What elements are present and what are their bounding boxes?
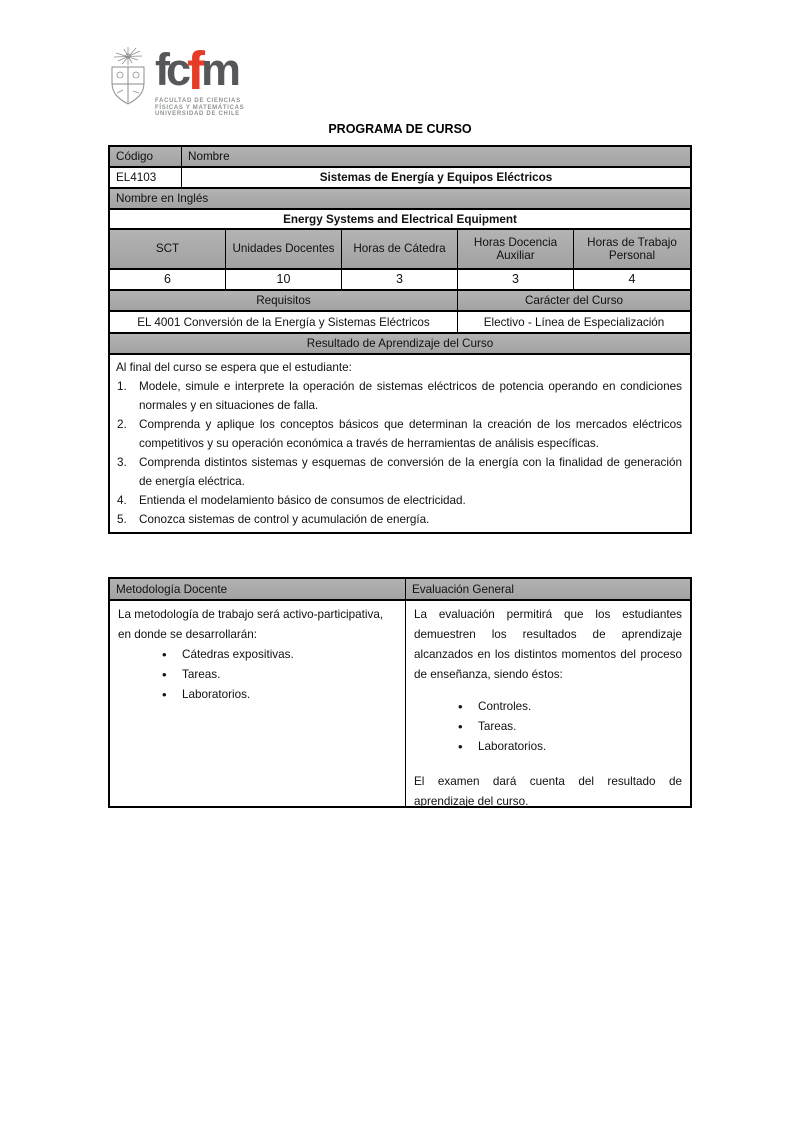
metodologia-cell bbox=[110, 601, 406, 806]
outcomes-intro: Al final del curso se espera que el estudiante: bbox=[116, 361, 352, 374]
requisitos-header: Requisitos bbox=[110, 291, 458, 310]
table-row bbox=[110, 312, 690, 334]
caracter-value: Electivo - Línea de Especialización bbox=[483, 315, 665, 329]
wordmark-red-f: f bbox=[187, 41, 201, 101]
nombre-value: Sistemas de Energía y Equipos Eléctricos bbox=[319, 171, 553, 184]
resultado-header: Resultado de Aprendizaje del Curso bbox=[110, 334, 690, 353]
outcome-item: Entienda el modelamiento básico de consumos de electricidad. bbox=[139, 494, 466, 507]
credit-header-horas-docencia-auxiliar: Horas Docencia Auxiliar bbox=[458, 230, 574, 268]
course-info-table bbox=[108, 145, 692, 534]
credit-header-horas-catedra: Horas de Cátedra bbox=[342, 230, 458, 268]
outcome-item: Modele, simule e interprete la operación de sistemas eléctricos de potencia operando en condiciones normales y en situaciones de falla. bbox=[139, 380, 682, 412]
wordmark-m: m bbox=[201, 44, 238, 95]
credit-header-sct: SCT bbox=[110, 230, 226, 268]
credit-header-unidades-docentes: Unidades Docentes bbox=[226, 230, 342, 268]
credit-value-horas-docencia-auxiliar: 3 bbox=[458, 270, 574, 289]
table-row bbox=[110, 210, 690, 230]
table-row bbox=[110, 147, 690, 168]
evaluacion-cell bbox=[406, 601, 690, 806]
credit-value-horas-trabajo-personal: 4 bbox=[628, 271, 636, 286]
evaluacion-outro: El examen dará cuenta del resultado de aprendizaje del curso. bbox=[414, 775, 682, 806]
evaluacion-intro: La evaluación permitirá que los estudiantes demuestren los resultados de aprendizaje alcanzados en los distintos momentos del proceso de enseñanza, siendo éstos: bbox=[414, 608, 682, 681]
codigo-value: EL4103 bbox=[110, 168, 182, 187]
outcomes-list bbox=[116, 377, 682, 529]
evaluacion-item: • Controles. bbox=[414, 697, 682, 717]
nombre-header: Nombre bbox=[182, 147, 690, 166]
outcome-item: Comprenda y aplique los conceptos básicos que determinan la creación de los mercados eléctricos competitivos y su operación económica a través de herramientas de análisis específicas. bbox=[139, 418, 682, 450]
logo-caption-line: UNIVERSIDAD DE CHILE bbox=[155, 111, 241, 117]
evaluacion-header: Evaluación General bbox=[406, 579, 690, 599]
table-row bbox=[110, 334, 690, 355]
spacer bbox=[414, 757, 682, 772]
requisitos-value: EL 4001 Conversión de la Energía y Sistemas Eléctricos bbox=[110, 312, 458, 332]
table-row bbox=[110, 230, 690, 270]
logo-caption-line: FÍSICAS Y MATEMÁTICAS bbox=[155, 104, 245, 111]
table-row bbox=[110, 168, 690, 189]
logo-caption-line: FACULTAD DE CIENCIAS bbox=[155, 98, 241, 104]
fcfm-logo bbox=[110, 41, 245, 118]
logo-caption bbox=[155, 98, 244, 118]
evaluacion-list bbox=[414, 697, 682, 757]
outcome-item: Conozca sistemas de control y acumulación de energía. bbox=[139, 513, 430, 526]
table-row bbox=[110, 291, 690, 312]
table-row bbox=[110, 270, 690, 291]
nombre-ingles-header: Nombre en Inglés bbox=[110, 189, 690, 208]
table-row bbox=[110, 189, 690, 210]
page-title: PROGRAMA DE CURSO bbox=[328, 122, 472, 136]
wordmark-fc: fc bbox=[155, 44, 188, 95]
table-row bbox=[110, 579, 690, 601]
metodologia-item: • Cátedras expositivas. bbox=[118, 645, 397, 665]
university-shield-icon bbox=[110, 47, 150, 107]
metodologia-item: • Tareas. bbox=[118, 665, 397, 685]
nombre-ingles-value: Energy Systems and Electrical Equipment bbox=[283, 212, 517, 226]
table-row bbox=[110, 355, 690, 532]
caracter-header: Carácter del Curso bbox=[458, 291, 690, 310]
credit-value-sct: 6 bbox=[110, 270, 226, 289]
credit-value-unidades-docentes: 10 bbox=[226, 270, 342, 289]
methodology-evaluation-table bbox=[108, 577, 692, 808]
metodologia-intro: La metodología de trabajo será activo-participativa, en donde se desarrollarán: bbox=[118, 608, 384, 641]
metodologia-list bbox=[118, 645, 397, 705]
metodologia-header: Metodología Docente bbox=[110, 579, 406, 599]
learning-outcomes-cell bbox=[110, 355, 690, 532]
logo-text-block bbox=[155, 41, 245, 118]
spacer bbox=[414, 685, 682, 697]
evaluacion-item: • Tareas. bbox=[414, 717, 682, 737]
credit-value-horas-catedra: 3 bbox=[342, 270, 458, 289]
table-row bbox=[110, 601, 690, 806]
codigo-header: Código bbox=[110, 147, 182, 166]
evaluacion-item: • Laboratorios. bbox=[414, 737, 682, 757]
outcome-item: Comprenda distintos sistemas y esquemas de conversión de la energía con la finalidad de generación de energía eléctrica. bbox=[139, 456, 682, 488]
metodologia-item: • Laboratorios. bbox=[118, 685, 397, 705]
credit-header-horas-trabajo-personal: Horas de Trabajo Personal bbox=[574, 230, 690, 268]
